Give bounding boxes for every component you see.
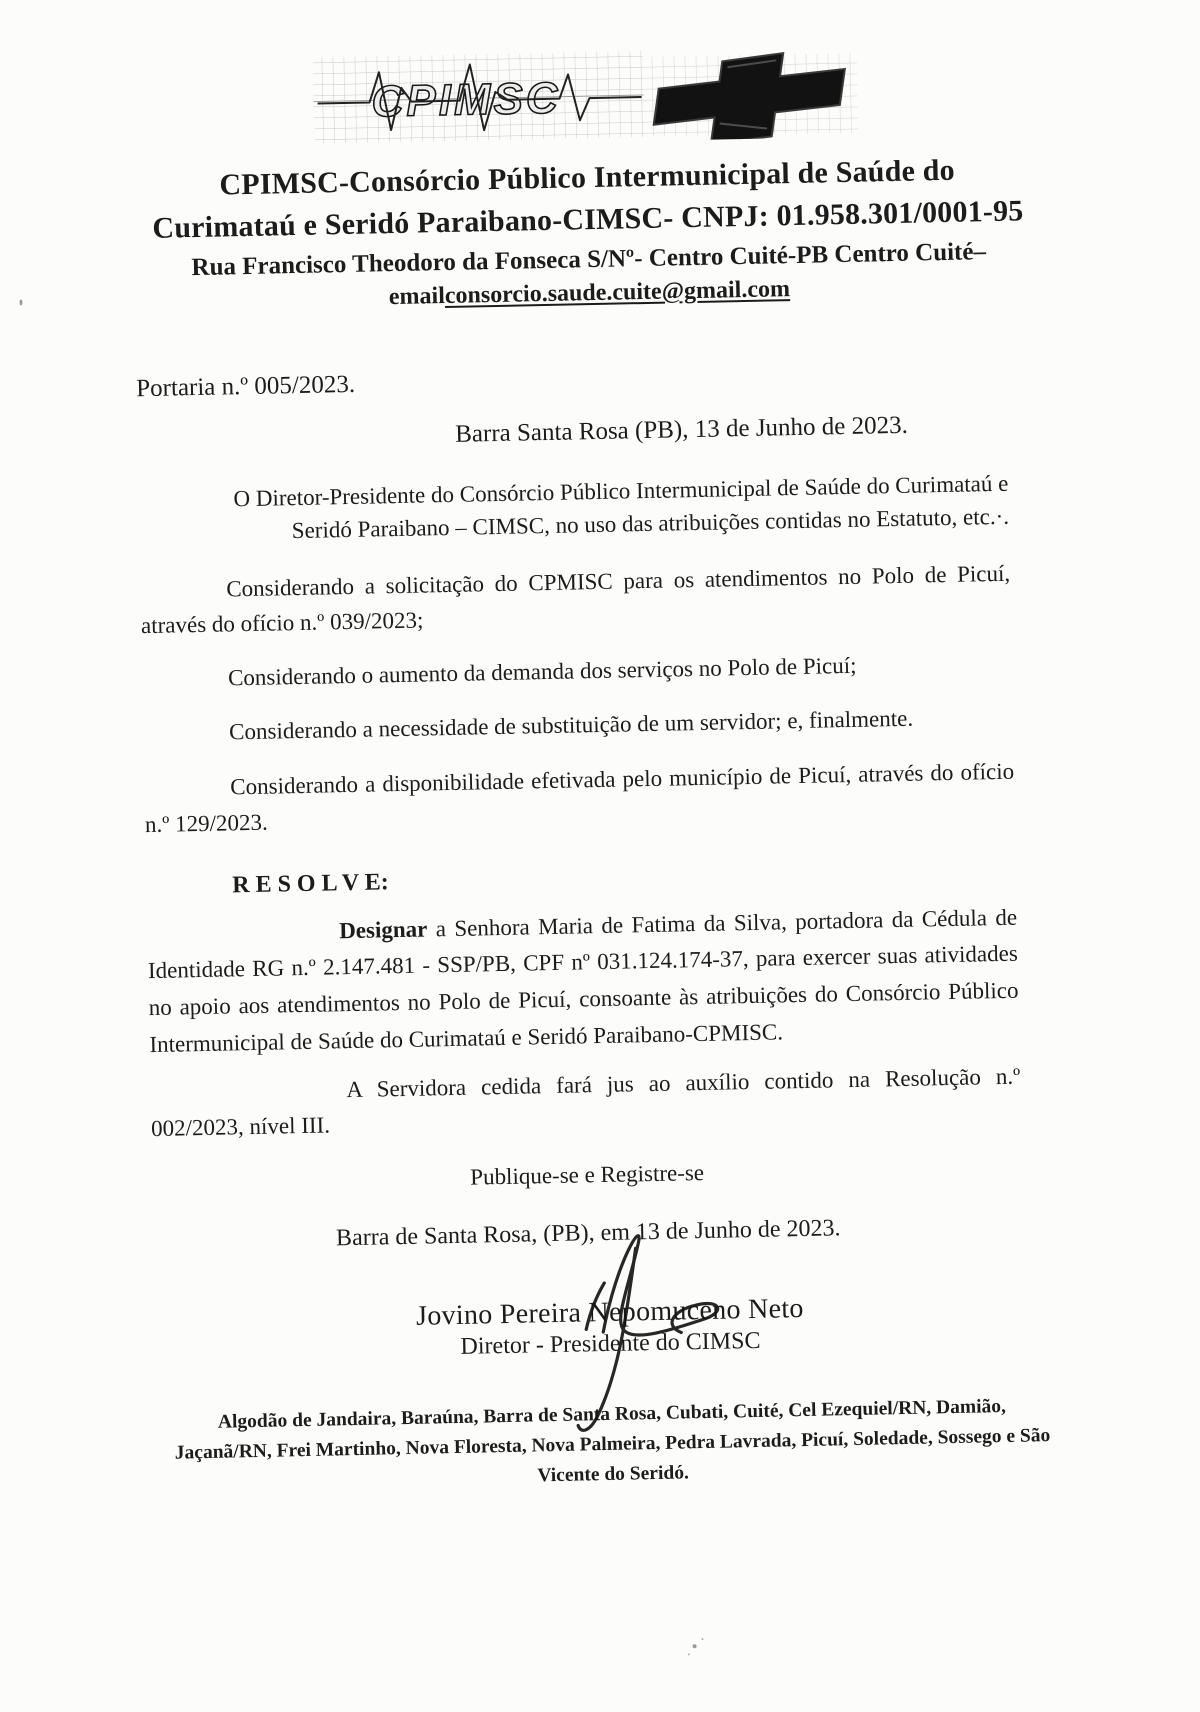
municipalities-list: Algodão de Jandaira, Baraúna, Barra de Santa Rosa, Cubati, Cuité, Cel Ezequiel/RN, Damião, Jaçanã/RN, Frei Martinho, Nova Floresta, Nova Palmeira, Pedra Lavrada, Picuí, Soledade, Sossego e São Vicente do Seridó. (174, 1395, 1051, 1487)
signer-title: Diretor - Presidente do CIMSC (460, 1327, 761, 1360)
scan-artifact (19, 299, 22, 305)
org-logo (311, 41, 861, 153)
org-name-line1: CPIMSC-Consórcio Público Intermunicipal de Saúde do (219, 153, 956, 202)
dateline: Barra Santa Rosa (PB), 13 de Junho de 2023. (454, 411, 909, 448)
resolution-paragraph (147, 899, 1020, 1064)
signature-block (416, 1293, 805, 1362)
org-name-line2: Curimataú e Seridó Paraibano-CIMSC- CNPJ: 01.958.301/0001-95 (152, 194, 1024, 245)
closing-dateline: Barra de Santa Rosa, (PB), em 13 de Junho de 2023. (335, 1214, 841, 1251)
aux-paragraph: A Servidora cedida fará jus ao auxílio contido na Resolução n.º 002/2023, nível III. (150, 1063, 1021, 1142)
consideration-1: Considerando a solicitação do CPMISC para os atendimentos no Polo de Picuí, através do ofício n.º 039/2023; (140, 560, 1011, 639)
resolution-text: a Senhora Maria de Fatima da Silva, portadora da Cédula de Identidade RG n.º 2.147.481 - SSP/PB, CPF nº 031.124.174-37, para exercer suas atividades no apoio aos atendimentos no Polo de Picuí, consoante às atribuições do Consórcio Público Intermunicipal de Saúde do Curimataú e Seridó Paraibano-CPMISC. (147, 904, 1019, 1058)
consideration-2: Considerando o aumento da demanda dos serviços no Polo de Picuí; (227, 652, 857, 691)
preamble-paragraph: O Diretor-Presidente do Consórcio Público Intermunicipal de Saúde do Curimataú e Seridó Paraibano – CIMSC, no uso das atribuições contidas no Estatuto, etc.·. (233, 470, 1010, 544)
scan-artifact (693, 1644, 697, 1648)
municipalities-footer (172, 1391, 1054, 1499)
publish-line: Publique-se e Registre-se (470, 1160, 705, 1190)
org-email: consorcio.saude.cuite@gmail.com (444, 276, 791, 310)
logo-text: CPIMSC (371, 73, 562, 127)
document-body (136, 353, 1024, 1260)
portaria-number: Portaria n.º 005/2023. (135, 370, 356, 403)
org-address: Rua Francisco Theodoro da Fonseca S/Nº- Centro Cuité-PB Centro Cuité– (191, 238, 987, 282)
signer-name: Jovino Pereira Nepomuceno Neto (415, 1292, 804, 1332)
resolve-heading: R E S O L V E: (231, 868, 389, 898)
resolution-designar: Designar (338, 916, 428, 943)
letterhead (0, 34, 1190, 319)
consideration-3: Considerando a necessidade de substituição de um servidor; e, finalmente. (228, 705, 914, 745)
email-label: email (388, 283, 446, 311)
org-logo-image (311, 41, 861, 148)
consideration-4: Considerando a disponibilidade efetivada pelo município de Picuí, através do ofício n.º 129/2023. (144, 758, 1015, 838)
